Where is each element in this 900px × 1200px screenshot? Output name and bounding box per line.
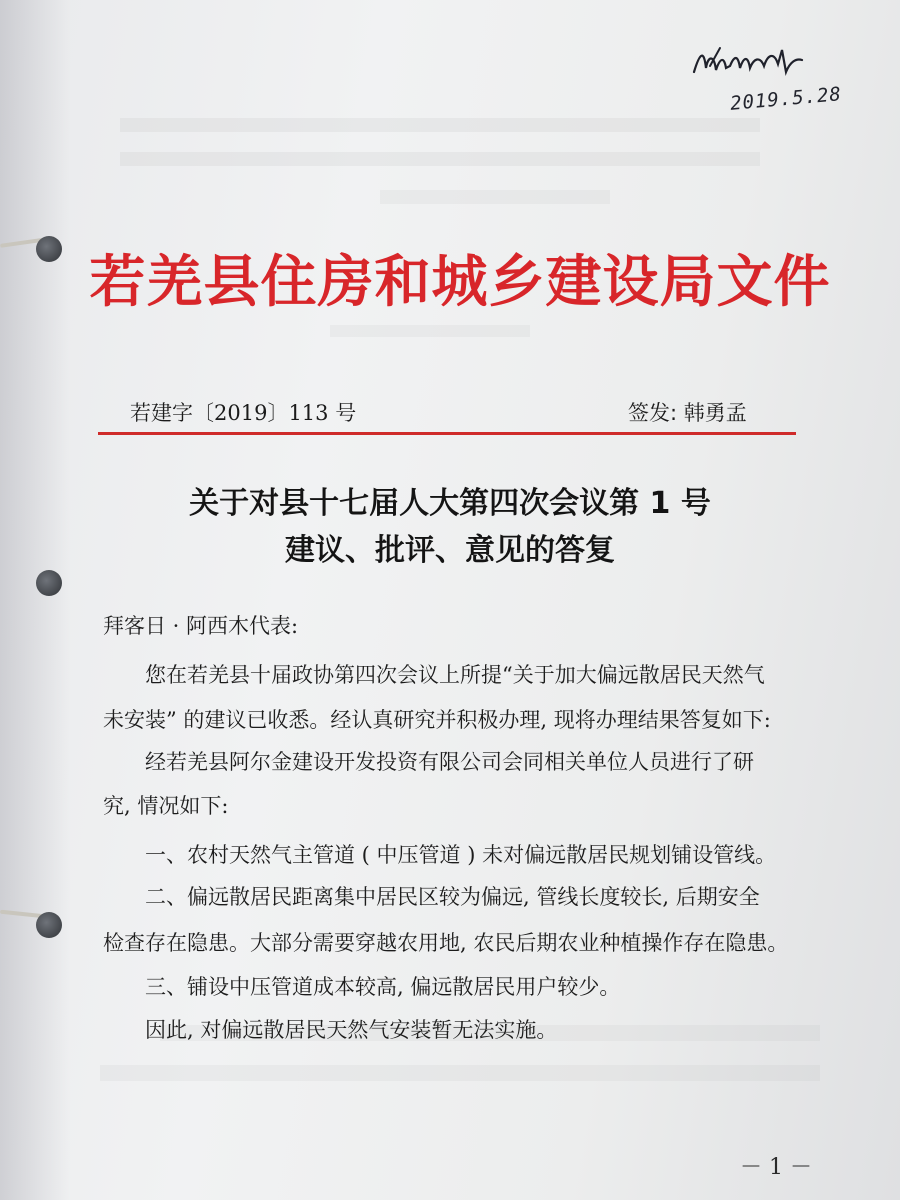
binding-shadow — [0, 0, 70, 1200]
binding-hole — [36, 912, 62, 938]
paragraph-2-line-1: 经若羌县阿尔金建设开发投资有限公司会同相关单位人员进行了研 — [145, 750, 754, 774]
bleed-through-text — [330, 325, 530, 337]
handwritten-date: 2019.5.28 — [729, 83, 843, 115]
conclusion: 因此, 对偏远散居民天然气安装暂无法实施。 — [145, 1018, 558, 1042]
document-header-title: 若羌县住房和城乡建设局文件 — [89, 250, 831, 315]
binding-hole — [36, 236, 62, 262]
list-item-3: 三、铺设中压管道成本较高, 偏远散居民用户较少。 — [145, 975, 621, 999]
issuer-signature-line: 签发: 韩勇孟 — [628, 401, 747, 425]
bleed-through-text — [120, 118, 760, 132]
salutation: 拜客日 · 阿西木代表: — [103, 614, 299, 638]
paragraph-1-line-2: 未安装” 的建议已收悉。经认真研究并积极办理, 现将办理结果答复如下: — [103, 708, 771, 732]
bleed-through-text — [100, 1065, 820, 1081]
page-number: － 1 － — [740, 1155, 812, 1180]
subject-line-2: 建议、批评、意见的答复 — [285, 533, 615, 568]
paragraph-2-line-2: 究, 情况如下: — [103, 794, 229, 818]
binding-hole — [36, 570, 62, 596]
handwritten-signature — [690, 42, 810, 82]
document-number: 若建字〔2019〕113 号 — [130, 401, 357, 425]
list-item-1: 一、农村天然气主管道 ( 中压管道 ) 未对偏远散居民规划铺设管线。 — [145, 843, 777, 867]
list-item-2-line-1: 二、偏远散居民距离集中居民区较为偏远, 管线长度较长, 后期安全 — [145, 885, 760, 909]
red-divider-line — [98, 432, 796, 435]
list-item-2-line-2: 检查存在隐患。大部分需要穿越农用地, 农民后期农业种植操作存在隐患。 — [103, 931, 789, 955]
paragraph-1-line-1: 您在若羌县十届政协第四次会议上所提“关于加大偏远散居民天然气 — [145, 663, 765, 687]
bleed-through-text — [120, 152, 760, 166]
bleed-through-text — [380, 190, 610, 204]
subject-line-1: 关于对县十七届人大第四次会议第 1 号 — [189, 486, 711, 521]
